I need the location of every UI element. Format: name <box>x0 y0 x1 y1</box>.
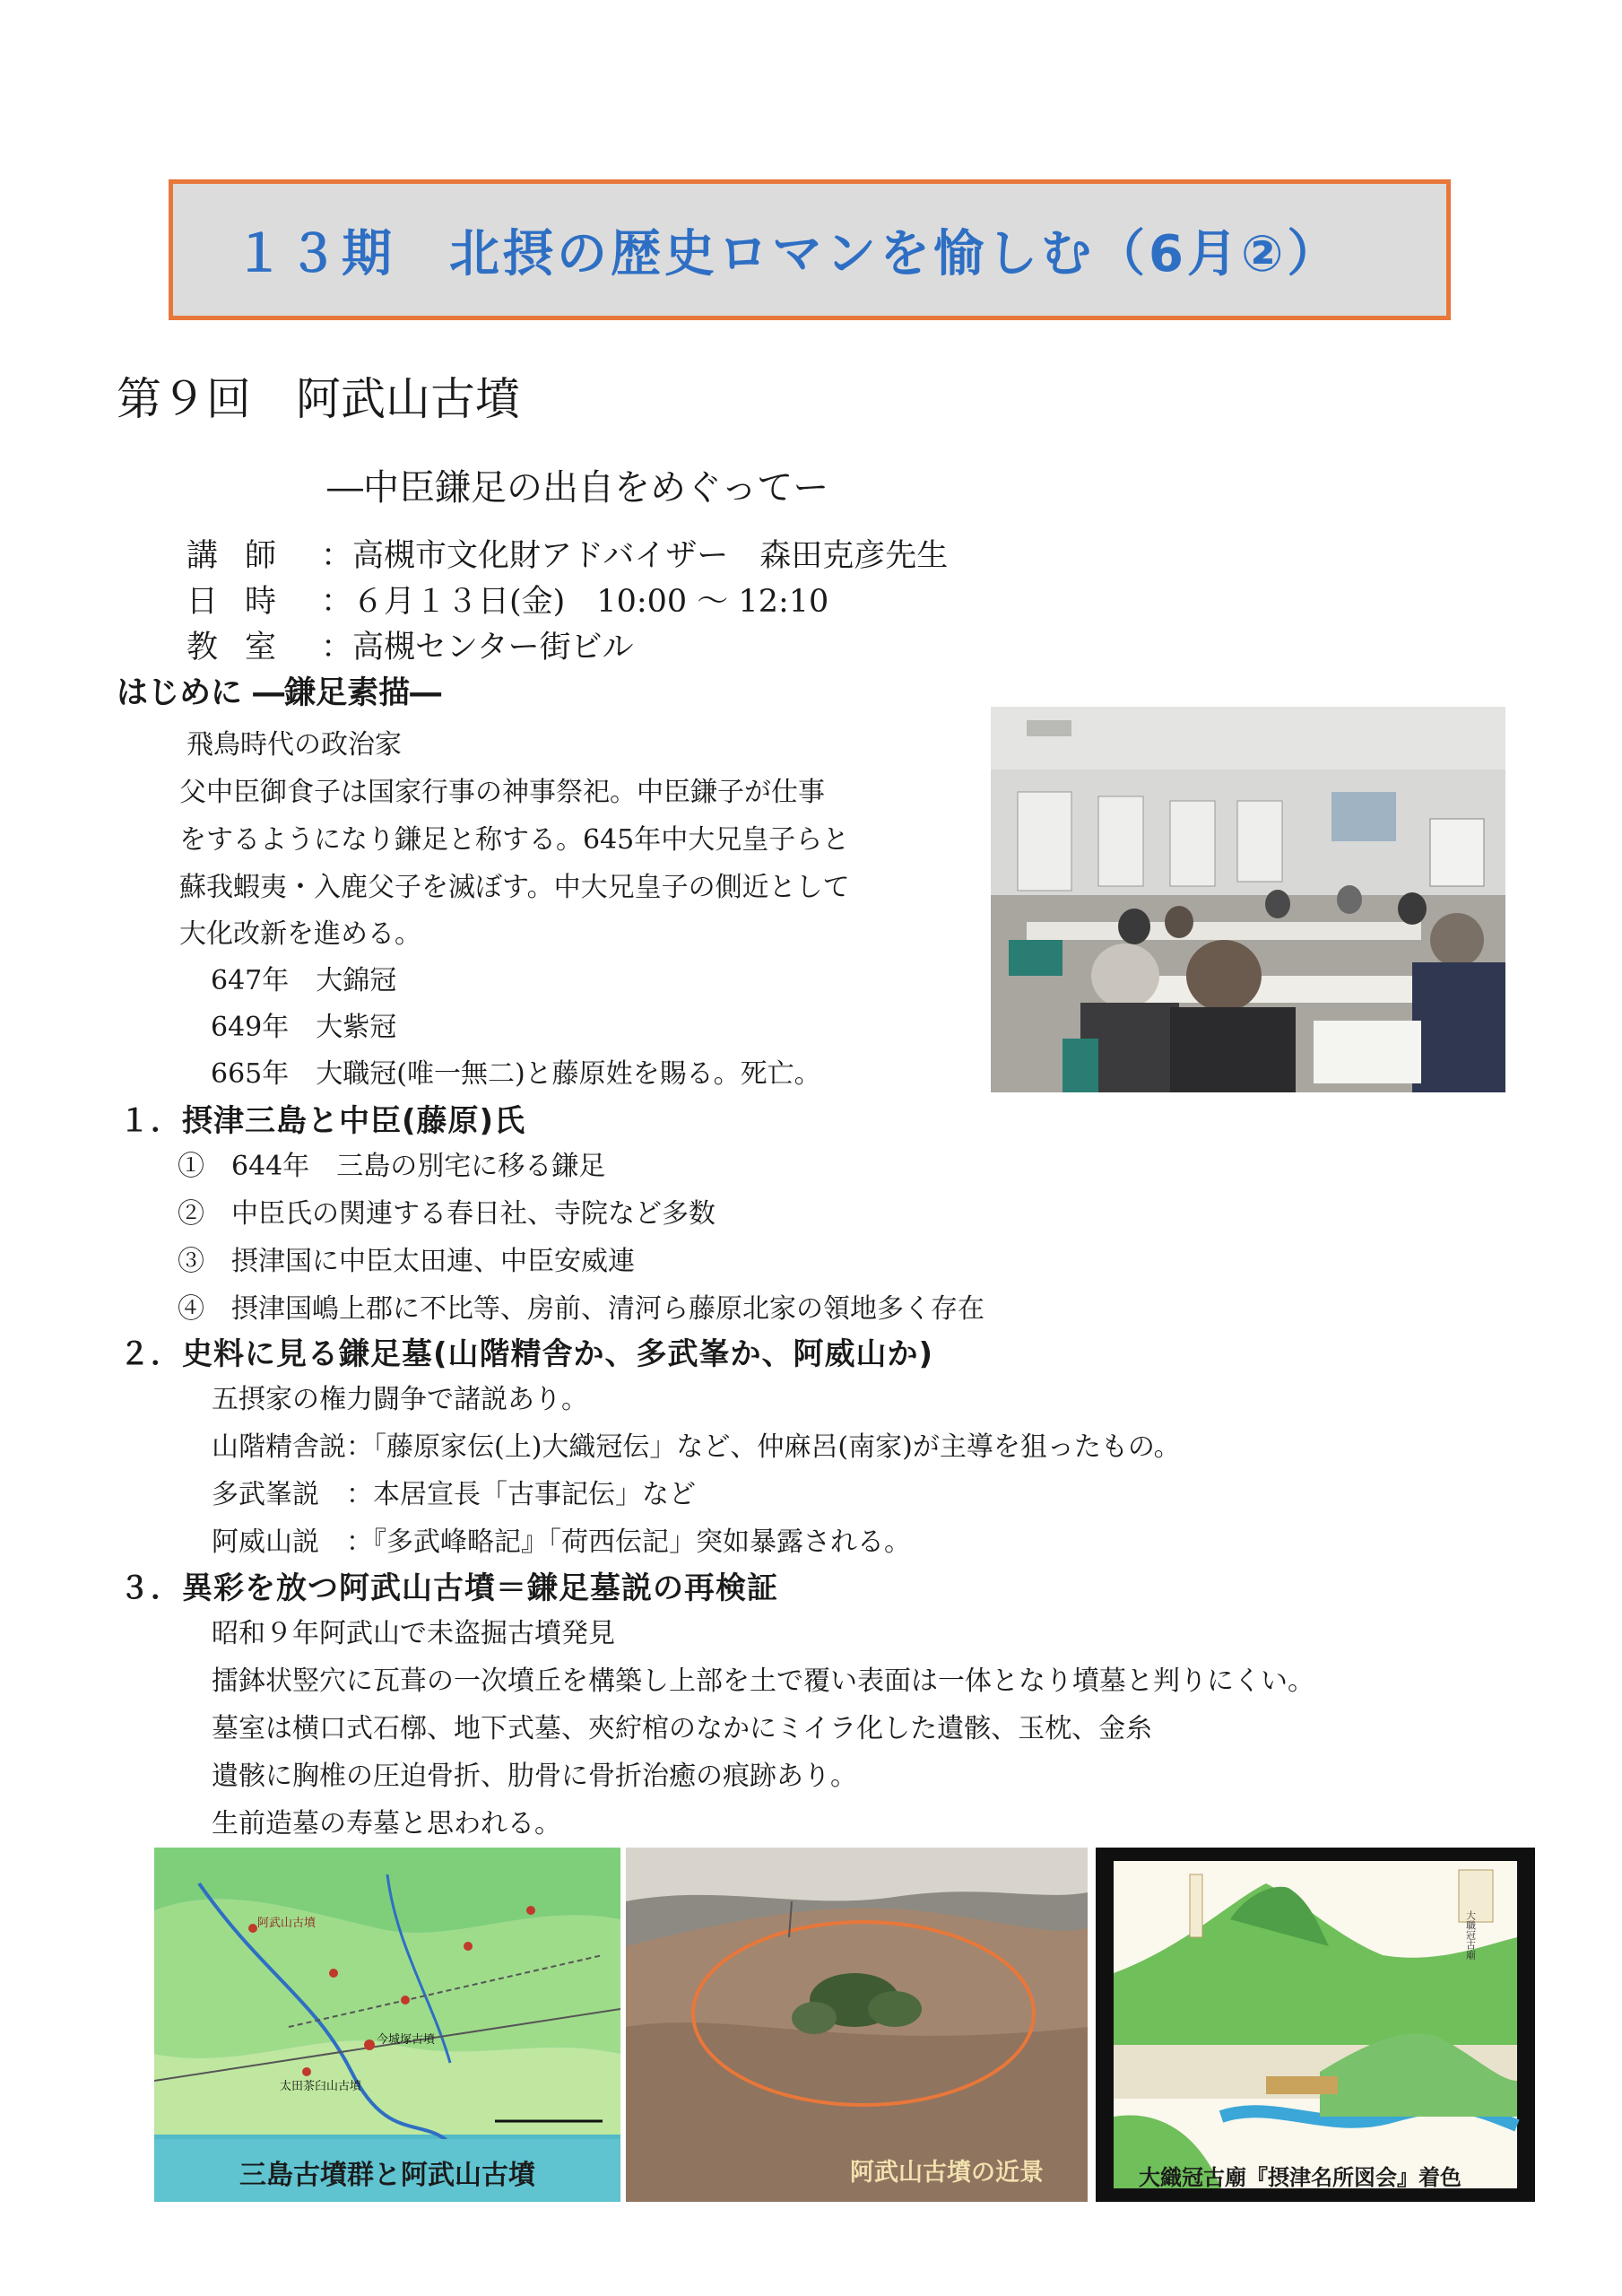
aerial-caption: 阿武山古墳の近景 <box>850 2159 1044 2187</box>
painting-figure <box>1096 1848 1535 2202</box>
lecture-subtitle: ―中臣鎌足の出自をめぐってー <box>327 467 829 509</box>
list-item: ④ 摂津国嶋上郡に不比等、房前、清河ら藤原北家の領地多く存在 <box>178 1293 984 1325</box>
info-value: ：高槻センター街ビル <box>321 630 634 665</box>
info-key: 日時 <box>186 584 304 620</box>
section-heading-1: １．摂津三島と中臣(藤原)氏 <box>119 1103 526 1139</box>
page-title: １３期 北摂の歴史ロマンを愉しむ（6月②） <box>234 224 1341 283</box>
lecture-title: 第９回 阿武山古墳 <box>117 373 520 425</box>
info-row-lecturer <box>186 531 948 576</box>
list-item: 山階精舎説：「藤原家伝(上)大織冠伝」など、仲麻呂(南家)が主導を狙ったもの。 <box>212 1431 1181 1463</box>
list-item: 多武峯説 ：本居宣長「古事記伝」など <box>212 1479 696 1510</box>
info-value: ：高槻市文化財アドバイザー 森田克彦先生 <box>321 538 949 574</box>
info-row-datetime <box>186 577 828 622</box>
list-item: ① 644年 三島の別宅に移る鎌足 <box>178 1151 606 1182</box>
map-label: 阿武山古墳 <box>257 1917 317 1930</box>
classroom-photo <box>991 707 1505 1092</box>
info-value: ：６月１３日(金) 10:00 〜 12:10 <box>321 584 829 620</box>
info-key: 講師 <box>186 538 304 574</box>
section-heading-3: ３．異彩を放つ阿武山古墳＝鎌足墓説の再検証 <box>119 1570 778 1606</box>
list-item: 墓室は横口式石槨、地下式墓、夾紵棺のなかにミイラ化した遺骸、玉枕、金糸 <box>212 1713 1153 1744</box>
section-heading-2: ２．史料に見る鎌足墓(山階精舎か、多武峯か、阿威山か) <box>119 1336 934 1372</box>
intro-line: 647年 大錦冠 <box>211 965 397 996</box>
list-item: 遺骸に胸椎の圧迫骨折、肋骨に骨折治癒の痕跡あり。 <box>212 1761 857 1792</box>
painting-caption: 大織冠古廟『摂津名所図会』着色 <box>1139 2165 1462 2190</box>
map-caption: 三島古墳群と阿武山古墳 <box>239 2160 535 2191</box>
intro-line: をするようになり鎌足と称する。645年中大兄皇子らと <box>179 824 850 856</box>
info-row-room <box>186 622 634 667</box>
painting-label: 大職冠古廟 <box>1464 1910 1477 1960</box>
list-item: 昭和９年阿武山で未盗掘古墳発見 <box>212 1618 615 1649</box>
list-item: ② 中臣氏の関連する春日社、寺院など多数 <box>178 1198 716 1230</box>
info-key: 教室 <box>186 630 304 665</box>
intro-line: 665年 大職冠(唯一無二)と藤原姓を賜る。死亡。 <box>211 1058 821 1090</box>
list-item: ③ 摂津国に中臣太田連、中臣安威連 <box>178 1246 635 1277</box>
kofun-map-figure <box>154 1848 620 2202</box>
map-label: 太田茶臼山古墳 <box>280 2080 362 2093</box>
intro-line: 蘇我蝦夷・入鹿父子を滅ぼす。中大兄皇子の側近として <box>179 872 850 903</box>
list-item: 阿威山説 ：『多武峰略記』「荷西伝記」突如暴露される。 <box>212 1526 911 1558</box>
intro-line: 大化改新を進める。 <box>179 918 421 950</box>
title-banner <box>169 179 1451 320</box>
intro-line: 649年 大紫冠 <box>211 1012 397 1043</box>
map-label: 今城塚古墳 <box>377 2033 436 2047</box>
list-item: 五摂家の権力闘争で諸説あり。 <box>212 1384 588 1415</box>
intro-line: 飛鳥時代の政治家 <box>186 729 402 761</box>
list-item: 擂鉢状竪穴に瓦葺の一次墳丘を構築し上部を土で覆い表面は一体となり墳墓と判りにくい。 <box>212 1665 1314 1697</box>
intro-line: 父中臣御食子は国家行事の神事祭祀。中臣鎌子が仕事 <box>179 777 825 808</box>
intro-heading: はじめに ―鎌足素描― <box>117 675 442 711</box>
aerial-photo-figure <box>626 1848 1088 2202</box>
list-item: 生前造墓の寿墓と思われる。 <box>212 1808 561 1839</box>
